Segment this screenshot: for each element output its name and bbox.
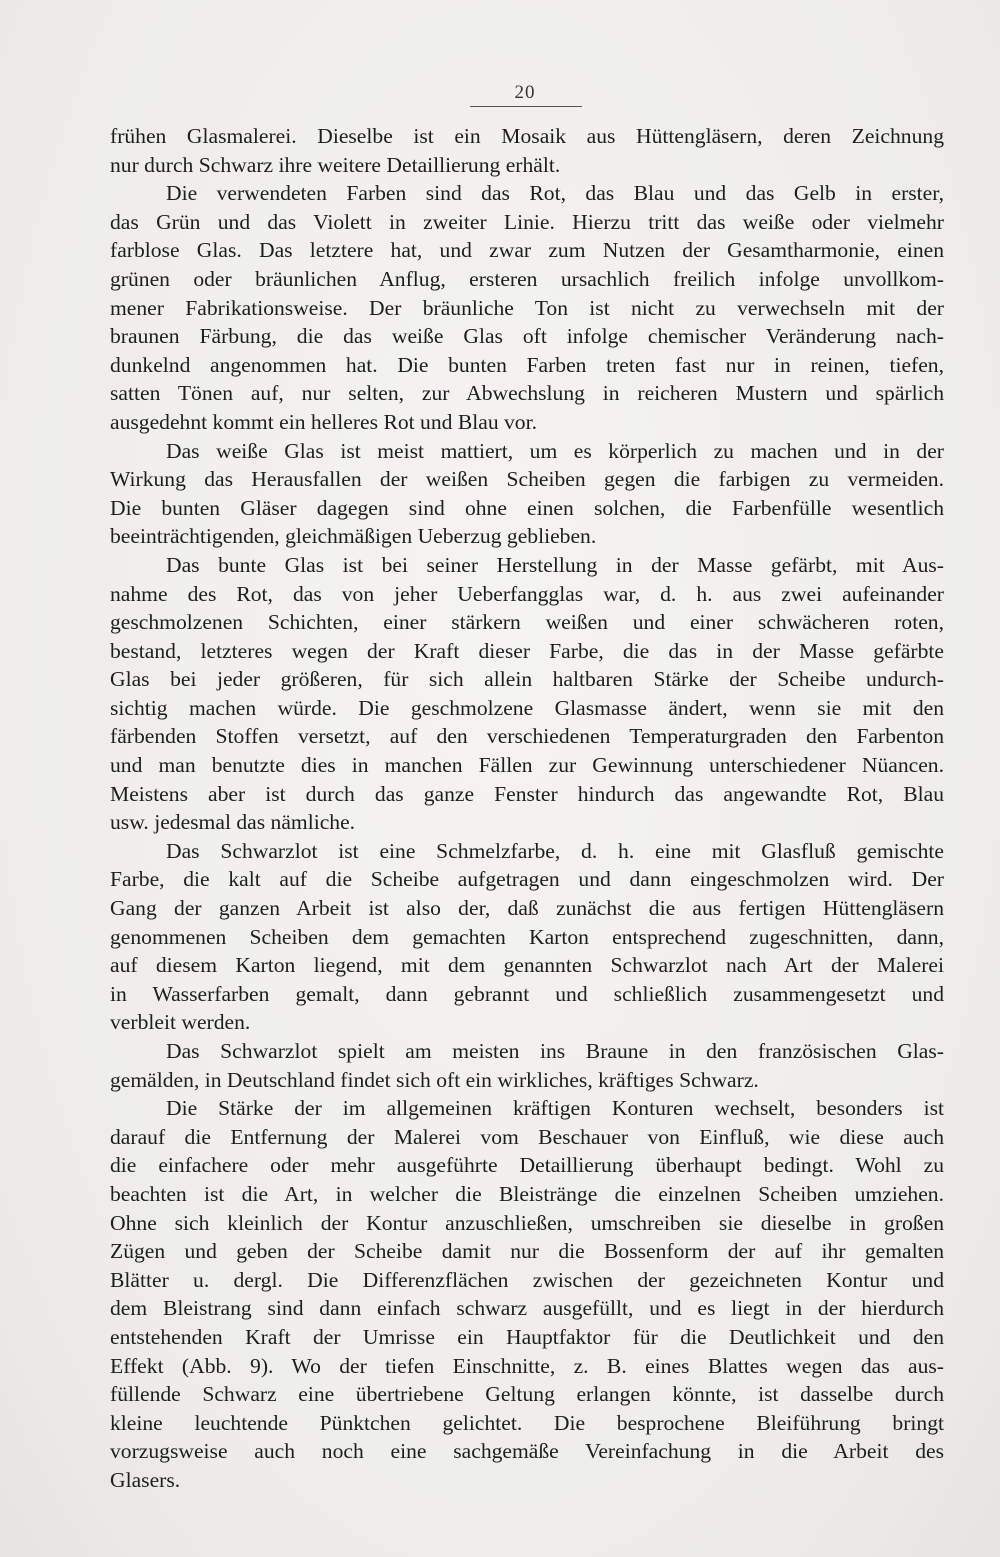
- paragraph: [110, 837, 944, 1037]
- text-line: Blätter u. dergl. Die Differenzflächen zwischen der gezeichneten Kontur und: [110, 1267, 944, 1292]
- text-line: Die bunten Gläser dagegen sind ohne einen solchen, die Farbenfülle wesentlich: [110, 495, 944, 520]
- text-line: genommenen Scheiben dem gemachten Karton entsprechend zugeschnitten, dann,: [110, 924, 944, 949]
- text-line: die einfachere oder mehr ausgeführte Detaillierung überhaupt bedingt. Wohl zu: [110, 1153, 944, 1178]
- text-line: entstehenden Kraft der Umrisse ein Hauptfaktor für die Deutlichkeit und den: [110, 1324, 944, 1349]
- text-line: Zügen und geben der Scheibe damit nur die Bossenform der auf ihr gemalten: [110, 1239, 944, 1264]
- text-line: Das Schwarzlot spielt am meisten ins Braune in den französischen Glas-: [166, 1039, 944, 1063]
- text-line: Das weiße Glas ist meist mattiert, um es körperlich zu machen und in der: [166, 438, 944, 463]
- text-line: beachten ist die Art, in welcher die Bleistränge die einzelnen Scheiben umziehen.: [110, 1181, 944, 1206]
- text-line: Das Schwarzlot ist eine Schmelzfarbe, d. h. eine mit Glasfluß gemischte: [166, 838, 944, 863]
- text-line: verbleit werden.: [110, 1010, 251, 1035]
- text-line: farblose Glas. Das letztere hat, und zwar zum Nutzen der Gesamtharmonie, einen: [110, 238, 944, 263]
- text-line: kleine leuchtende Pünktchen gelichtet. Die besprochene Bleiführung bringt: [110, 1410, 944, 1435]
- text-line: dunkelnd angenommen hat. Die bunten Farben treten fast nur in reinen, tiefen,: [110, 352, 944, 377]
- paragraph: [110, 437, 944, 551]
- text-line: ausgedehnt kommt ein helleres Rot und Blau vor.: [110, 409, 538, 434]
- text-line: gemälden, in Deutschland findet sich oft ein wirkliches, kräftiges Schwarz.: [110, 1067, 759, 1092]
- text-line: Meistens aber ist durch das ganze Fenster hindurch das angewandte Rot, Blau: [110, 781, 944, 806]
- text-line: beeinträchtigenden, gleichmäßigen Ueberzug geblieben.: [110, 524, 597, 549]
- paragraph: [110, 179, 944, 436]
- text-line: Ohne sich kleinlich der Kontur anzuschließen, umschreiben sie dieselbe in großen: [110, 1210, 944, 1235]
- text-line: dem Bleistrang sind dann einfach schwarz ausgefüllt, und es liegt in der hierdurch: [110, 1296, 944, 1321]
- body-text: [110, 122, 944, 1495]
- text-line: nur durch Schwarz ihre weitere Detaillierung erhält.: [110, 152, 561, 177]
- text-line: geschmolzenen Schichten, einer stärkern weißen und einer schwächeren roten,: [110, 610, 944, 635]
- text-line: grünen oder bräunlichen Anflug, ersteren ursachlich freilich infolge unvollkom-: [110, 266, 944, 291]
- paragraph: [110, 1037, 944, 1094]
- text-line: Farbe, die kalt auf die Scheibe aufgetragen und dann eingeschmolzen wird. Der: [110, 867, 944, 892]
- text-line: usw. jedesmal das nämliche.: [110, 810, 356, 835]
- text-line: bestand, letzteres wegen der Kraft dieser Farbe, die das in der Masse gefärbte: [110, 638, 944, 663]
- text-line: darauf die Entfernung der Malerei vom Beschauer von Einfluß, wie diese auch: [110, 1124, 944, 1149]
- text-line: nahme des Rot, das von jeher Ueberfangglas war, d. h. aus zwei aufeinander: [110, 581, 944, 606]
- text-line: Glas bei jeder größeren, für sich allein haltbaren Stärke der Scheibe undurch-: [110, 667, 944, 692]
- text-line: Die verwendeten Farben sind das Rot, das Blau und das Gelb in erster,: [166, 181, 944, 206]
- paragraph: [110, 551, 944, 837]
- text-line: Wirkung das Herausfallen der weißen Scheiben gegen die farbigen zu vermeiden.: [110, 467, 944, 492]
- text-line: füllende Schwarz eine übertriebene Geltung erlangen könnte, ist dasselbe durch: [110, 1382, 944, 1407]
- text-line: Glasers.: [110, 1467, 181, 1492]
- text-line: vorzugsweise auch noch eine sachgemäße Vereinfachung in die Arbeit des: [110, 1439, 944, 1464]
- text-line: in Wasserfarben gemalt, dann gebrannt und schließlich zusammengesetzt und: [110, 981, 944, 1006]
- text-line: und man benutzte dies in manchen Fällen zur Gewinnung unterschiedener Nüancen.: [110, 753, 944, 778]
- text-line: auf diesem Karton liegend, mit dem genannten Schwarzlot nach Art der Malerei: [110, 953, 944, 978]
- text-line: Die Stärke der im allgemeinen kräftigen Konturen wechselt, besonders ist: [166, 1096, 944, 1121]
- text-line: färbenden Stoffen versetzt, auf den verschiedenen Temperaturgraden den Farbenton: [110, 724, 944, 749]
- text-line: frühen Glasmalerei. Dieselbe ist ein Mosaik aus Hüttengläsern, deren Zeichnung: [110, 124, 944, 148]
- header-rule: [470, 106, 582, 107]
- text-line: sichtig machen würde. Die geschmolzene Glasmasse ändert, wenn sie mit den: [110, 695, 944, 720]
- text-line: das Grün und das Violett in zweiter Linie. Hierzu tritt das weiße oder vielmehr: [110, 209, 944, 234]
- text-line: mener Fabrikationsweise. Der bräunliche Ton ist nicht zu verwechseln mit der: [110, 295, 944, 320]
- text-line: satten Tönen auf, nur selten, zur Abwechslung in reicheren Mustern und spärlich: [110, 381, 944, 406]
- text-line: Effekt (Abb. 9). Wo der tiefen Einschnitte, z. B. eines Blattes wegen das aus-: [110, 1353, 944, 1378]
- text-line: Gang der ganzen Arbeit ist also der, daß zunächst die aus fertigen Hüttengläsern: [110, 896, 944, 921]
- paragraph: [110, 122, 944, 179]
- text-line: braunen Färbung, die das weiße Glas oft infolge chemischer Veränderung nach-: [110, 324, 944, 349]
- page-number: 20: [514, 82, 536, 103]
- text-line: Das bunte Glas ist bei seiner Herstellung in der Masse gefärbt, mit Aus-: [166, 552, 944, 577]
- paragraph: [110, 1094, 944, 1494]
